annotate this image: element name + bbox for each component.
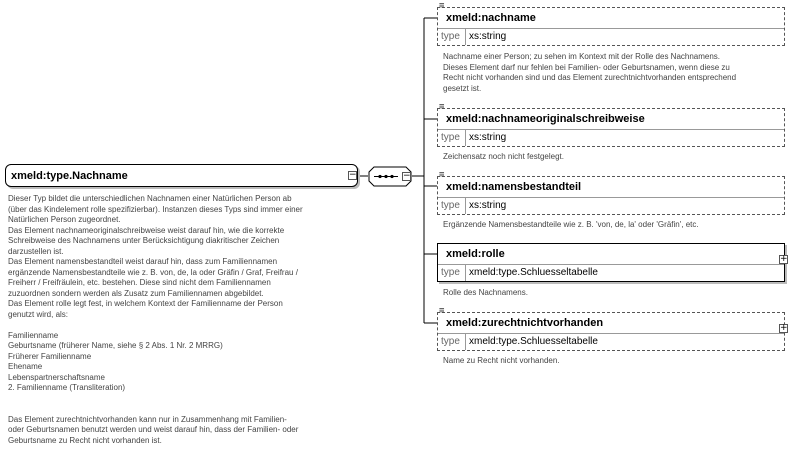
attribute-marker-icon: ≡ — [439, 306, 445, 316]
type-label: type — [441, 267, 460, 278]
element-name: xmeld:zurechtnichtvorhanden — [446, 317, 604, 329]
type-value: xs:string — [469, 31, 507, 42]
type-label: type — [441, 200, 460, 211]
element-namensbestandteil-description: Ergänzende Namensbestandteile wie z. B. 'von, de, la' oder 'Gräfin', etc. — [443, 220, 699, 229]
attribute-marker-icon: ≡ — [439, 170, 445, 180]
attribute-marker-icon: ≡ — [439, 1, 445, 11]
element-nachname[interactable] — [437, 1, 785, 46]
element-name: xmeld:nachname — [446, 12, 536, 24]
element-nachname-description: Nachname einer Person; zu sehen im Kontext mit der Rolle des Nachnamens. Dieses Element darf nur fehlen bei Familien- oder Geburtsnamen, wenn diese zu Recht nicht vorhanden sind und das Element zurechtnichtvorhanden entsprechend gesetzt ist. — [443, 52, 737, 93]
type-nachname-description: Dieser Typ bildet die unterschiedlichen Nachnamen einer Natürlichen Person ab (über das Kindelement rolle spezifizierbar). Instanzen dieses Typs sind immer einer Natürlichen Person zugeordnet. Das Element nachnameoriginalschreibweise weist darauf hin, wie die korrekte Schreibweise des Nachnamens unter Berücksichtigung diakritischer Zeichen darzustellen ist. Das Element namensbestandteil weist darauf hin, dass zum Familiennamen ergänzende Namensbestandteile wie z. B. von, de, la oder Gräfin / Graf, Freifrau / Freiherr / Freifräulein, etc. bestehen. Diese sind nicht dem Familiennamen zuzuordnen sondern werden als Zusatz zum Familiennamen abgebildet. Das Element rolle legt fest, in welchem Kontext der Familienname der Person genutzt wird, als: Familienname Geburtsname (früherer Name, siehe § 2 Abs. 1 Nr. 2 MRRG) Früherer Familienname Ehename Lebenspartnerschaftsname 2. Familienname (Transliteration) Das Element zurechtnichtvorhanden kann nur in Zusammenhang mit Familien- oder Geburtsnamen benutzt werden und weist darauf hin, dass der Familien- oder Geburtsname zu Recht nicht vorhanden ist. — [8, 194, 303, 445]
expand-icon[interactable]: + — [780, 323, 788, 333]
type-value: xmeld:type.Schluesseltabelle — [469, 336, 598, 347]
element-zurechtnichtvorhanden-description: Name zu Recht nicht vorhanden. — [443, 356, 560, 365]
type-nachname-box[interactable] — [5, 164, 358, 187]
element-namensbestandteil[interactable] — [437, 170, 785, 215]
type-value: xs:string — [469, 200, 507, 211]
sequence-collapse-icon[interactable]: − — [403, 171, 411, 181]
type-label: type — [441, 132, 460, 143]
collapse-toggle-icon[interactable]: − — [349, 170, 357, 180]
type-value: xs:string — [469, 132, 507, 143]
element-rolle[interactable] — [437, 243, 788, 282]
type-label: type — [441, 31, 460, 42]
element-name: xmeld:namensbestandteil — [446, 181, 582, 193]
attribute-marker-icon: ≡ — [439, 102, 445, 112]
type-value: xmeld:type.Schluesseltabelle — [469, 267, 598, 278]
element-rolle-description: Rolle des Nachnamens. — [443, 288, 528, 297]
type-label: type — [441, 336, 460, 347]
expand-icon[interactable]: + — [780, 254, 788, 264]
element-zurechtnichtvorhanden[interactable] — [437, 306, 788, 351]
element-name: xmeld:rolle — [446, 248, 505, 260]
element-name: xmeld:nachnameoriginalschreibweise — [446, 113, 645, 125]
type-nachname-title: xmeld:type.Nachname — [11, 170, 128, 182]
element-nachnameoriginalschreibweise[interactable] — [437, 102, 785, 147]
element-nachnameoriginalschreibweise-description: Zeichensatz noch nicht festgelegt. — [443, 152, 564, 161]
